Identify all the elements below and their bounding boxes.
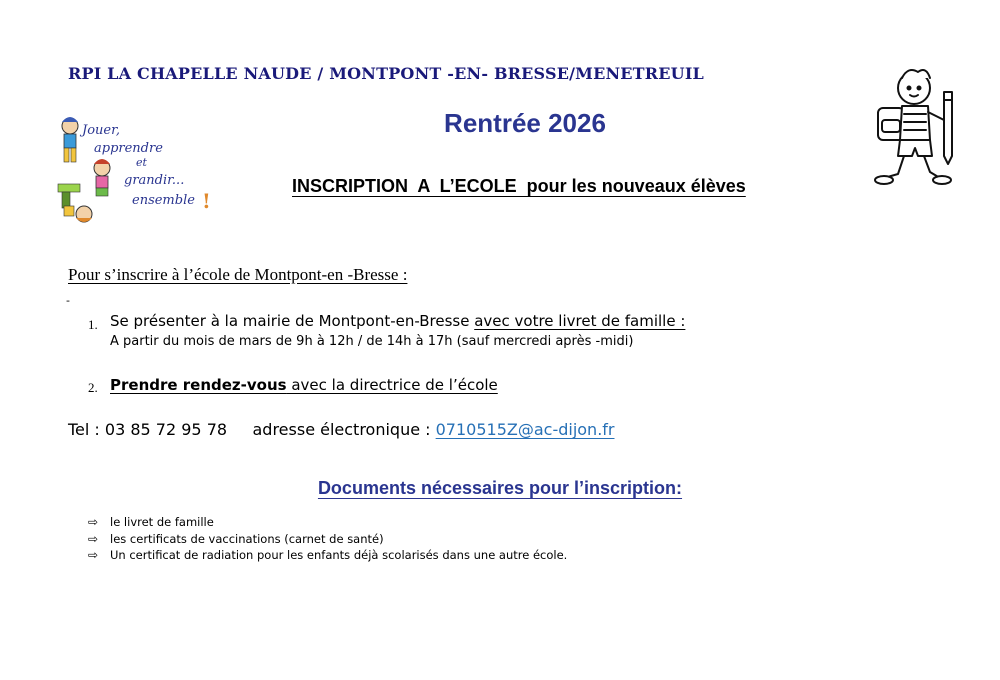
- documents-list: [88, 514, 567, 564]
- document-item: Un certificat de radiation pour les enfants déjà scolarisés dans une autre école.: [110, 548, 568, 562]
- logo-slogan-line3: et: [136, 156, 147, 169]
- email-label: adresse électronique :: [252, 420, 436, 439]
- document-item: le livret de famille: [110, 515, 214, 529]
- arrow-icon: ⇨: [88, 531, 99, 546]
- step-number: 2.: [88, 380, 98, 395]
- document-item: les certificats de vaccinations (carnet de santé): [110, 531, 384, 546]
- arrow-icon: ⇨: [88, 548, 99, 562]
- phone-number: Tel : 03 85 72 95 78: [68, 420, 228, 439]
- schoolboy-icon: [868, 64, 968, 192]
- step-number: 1.: [88, 317, 98, 332]
- logo-slogan-line5: ensemble: [132, 193, 195, 208]
- logo-slogan-line2: apprendre: [94, 141, 163, 156]
- step-2-underlined: avec la directrice de l’école: [286, 376, 498, 394]
- contact-line: [68, 420, 615, 439]
- step-1-plain: Se présenter à la mairie de Montpont-en-Bresse: [110, 312, 475, 330]
- documents-heading: Documents nécessaires pour l’inscription:: [317, 478, 683, 498]
- step-1-hours: A partir du mois de mars de 9h à 12h / de 14h à 17h (sauf mercredi après -midi): [110, 334, 634, 349]
- arrow-icon: ⇨: [88, 515, 99, 529]
- children-illustration: [50, 112, 225, 237]
- school-logo: [50, 112, 225, 237]
- step-1-underlined: avec votre livret de famille :: [474, 312, 686, 330]
- schoolboy-illustration: [868, 64, 968, 192]
- logo-slogan-mark: !: [202, 189, 211, 213]
- step-2-text: [110, 376, 498, 394]
- list-item: [88, 547, 567, 564]
- email-link[interactable]: 0710515Z@ac-dijon.fr: [435, 420, 615, 439]
- step-1-text: [110, 312, 685, 330]
- registration-intro: Pour s’inscrire à l’école de Montpont-en -Bresse :: [68, 265, 408, 284]
- step-2-bold: Prendre rendez-vous: [110, 376, 287, 394]
- logo-slogan-line4: grandir...: [124, 173, 185, 188]
- logo-slogan-line1: Jouer,: [82, 123, 121, 138]
- organization-header: RPI LA CHAPELLE NAUDE / MONTPONT -EN- BRESSE/MENETREUIL: [68, 64, 704, 83]
- page-subtitle: INSCRIPTION A L’ECOLE pour les nouveaux élèves: [292, 176, 746, 196]
- list-item: [88, 514, 567, 531]
- page-title: Rentrée 2026: [444, 108, 606, 138]
- dash-marker: -: [66, 294, 70, 307]
- list-item: [88, 531, 567, 548]
